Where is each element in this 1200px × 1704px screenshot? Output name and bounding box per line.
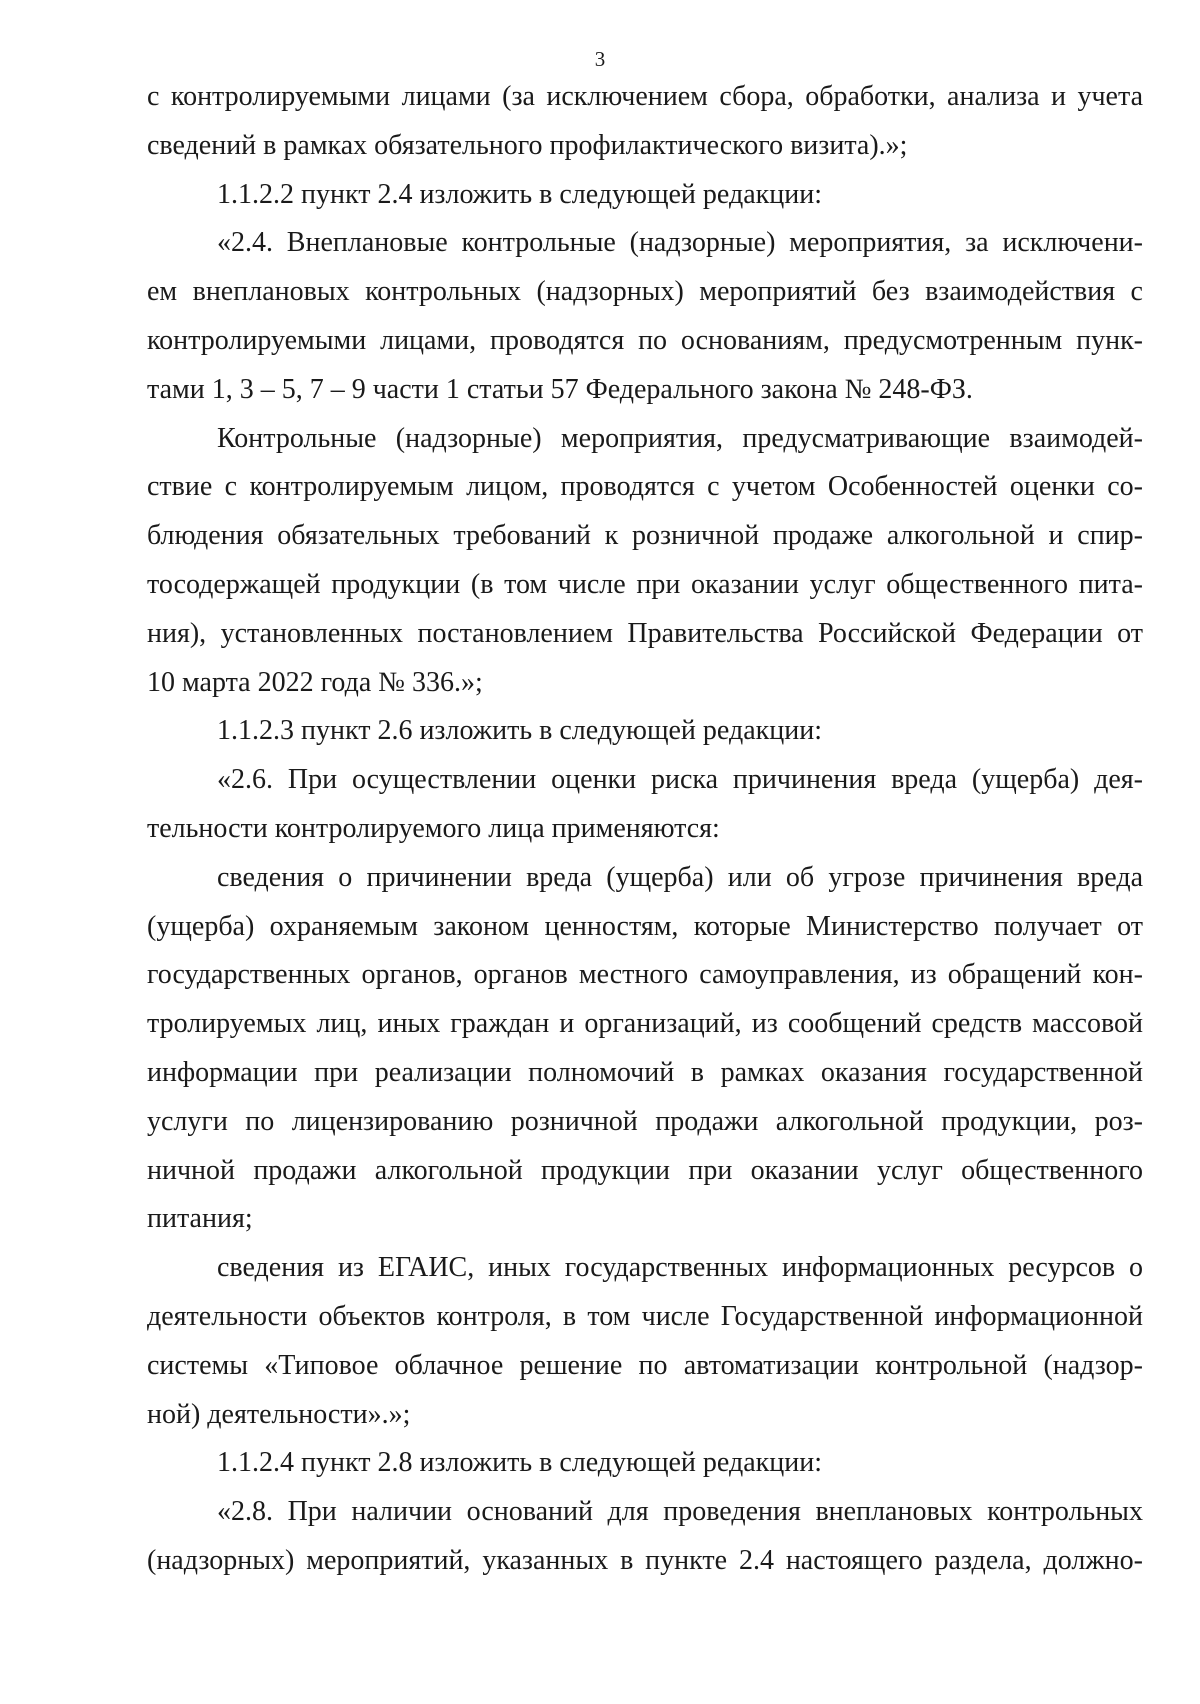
paragraph-harm-info — [147, 854, 1143, 1244]
document-body — [147, 73, 1143, 1586]
text-line: (надзорных) мероприятий, указанных в пункте 2.4 настоящего раздела, должно- — [147, 1544, 1143, 1576]
text-line: сведения из ЕГАИС, иных государственных информационных ресурсов о — [217, 1252, 1143, 1284]
text-line: тосодержащей продукции (в том числе при оказании услуг общественного пита- — [147, 568, 1143, 600]
text-line: государственных органов, органов местного самоуправления, из обращений кон- — [147, 959, 1143, 991]
text-line: информации при реализации полномочий в рамках оказания государственной — [147, 1056, 1143, 1088]
text-line: питания; — [147, 1203, 253, 1235]
paragraph-clause-2-8 — [147, 1488, 1143, 1586]
text-line: услуги по лицензированию розничной продажи алкогольной продукции, роз- — [147, 1105, 1143, 1137]
text-line: тами 1, 3 – 5, 7 – 9 части 1 статьи 57 Федерального закона № 248-ФЗ. — [147, 373, 973, 405]
paragraph-item-1-1-2-4 — [147, 1439, 1143, 1488]
paragraph-egais-info — [147, 1244, 1143, 1439]
paragraph-clause-2-4 — [147, 219, 1143, 414]
text-line: ствие с контролируемым лицом, проводятся с учетом Особенностей оценки со- — [147, 471, 1143, 503]
paragraph-item-1-1-2-3 — [147, 707, 1143, 756]
text-line: 1.1.2.3 пункт 2.6 изложить в следующей редакции: — [217, 715, 822, 747]
text-line: ем внеплановых контрольных (надзорных) мероприятий без взаимодействия с — [147, 276, 1143, 308]
text-line: тельности контролируемого лица применяются: — [147, 812, 720, 844]
text-line: 1.1.2.2 пункт 2.4 изложить в следующей редакции: — [217, 178, 822, 210]
text-line: «2.8. При наличии оснований для проведения внеплановых контрольных — [217, 1496, 1143, 1528]
paragraph-item-1-1-2-2 — [147, 171, 1143, 220]
text-line: ной) деятельности».»; — [147, 1398, 411, 1430]
page-number: 3 — [594, 47, 606, 71]
text-line: системы «Типовое облачное решение по автоматизации контрольной (надзор- — [147, 1349, 1143, 1381]
paragraph-continuation — [147, 73, 1143, 171]
text-line: 10 марта 2022 года № 336.»; — [147, 666, 483, 698]
text-line: сведений в рамках обязательного профилактического визита).»; — [147, 129, 908, 161]
text-line: ния), установленных постановлением Правительства Российской Федерации от — [147, 617, 1143, 649]
text-line: тролируемых лиц, иных граждан и организаций, из сообщений средств массовой — [147, 1008, 1143, 1040]
text-line: с контролируемыми лицами (за исключением сбора, обработки, анализа и учета — [147, 81, 1143, 112]
text-line: Контрольные (надзорные) мероприятия, предусматривающие взаимодей- — [217, 422, 1143, 454]
text-line: деятельности объектов контроля, в том числе Государственной информационной — [147, 1300, 1143, 1332]
text-line: блюдения обязательных требований к розничной продаже алкогольной и спир- — [147, 520, 1143, 552]
paragraph-clause-2-6 — [147, 756, 1143, 854]
text-line: (ущерба) охраняемым законом ценностям, которые Министерство получает от — [147, 910, 1143, 942]
text-line: контролируемыми лицами, проводятся по основаниям, предусмотренным пунк- — [147, 324, 1143, 356]
text-line: 1.1.2.4 пункт 2.8 изложить в следующей редакции: — [217, 1447, 822, 1479]
text-line: «2.6. При осуществлении оценки риска причинения вреда (ущерба) дея- — [217, 764, 1143, 796]
paragraph-control-measures — [147, 415, 1143, 708]
text-line: сведения о причинении вреда (ущерба) или об угрозе причинения вреда — [217, 861, 1143, 893]
text-line: ничной продажи алкогольной продукции при оказании услуг общественного — [147, 1154, 1143, 1186]
text-line: «2.4. Внеплановые контрольные (надзорные) мероприятия, за исключени- — [217, 227, 1143, 259]
